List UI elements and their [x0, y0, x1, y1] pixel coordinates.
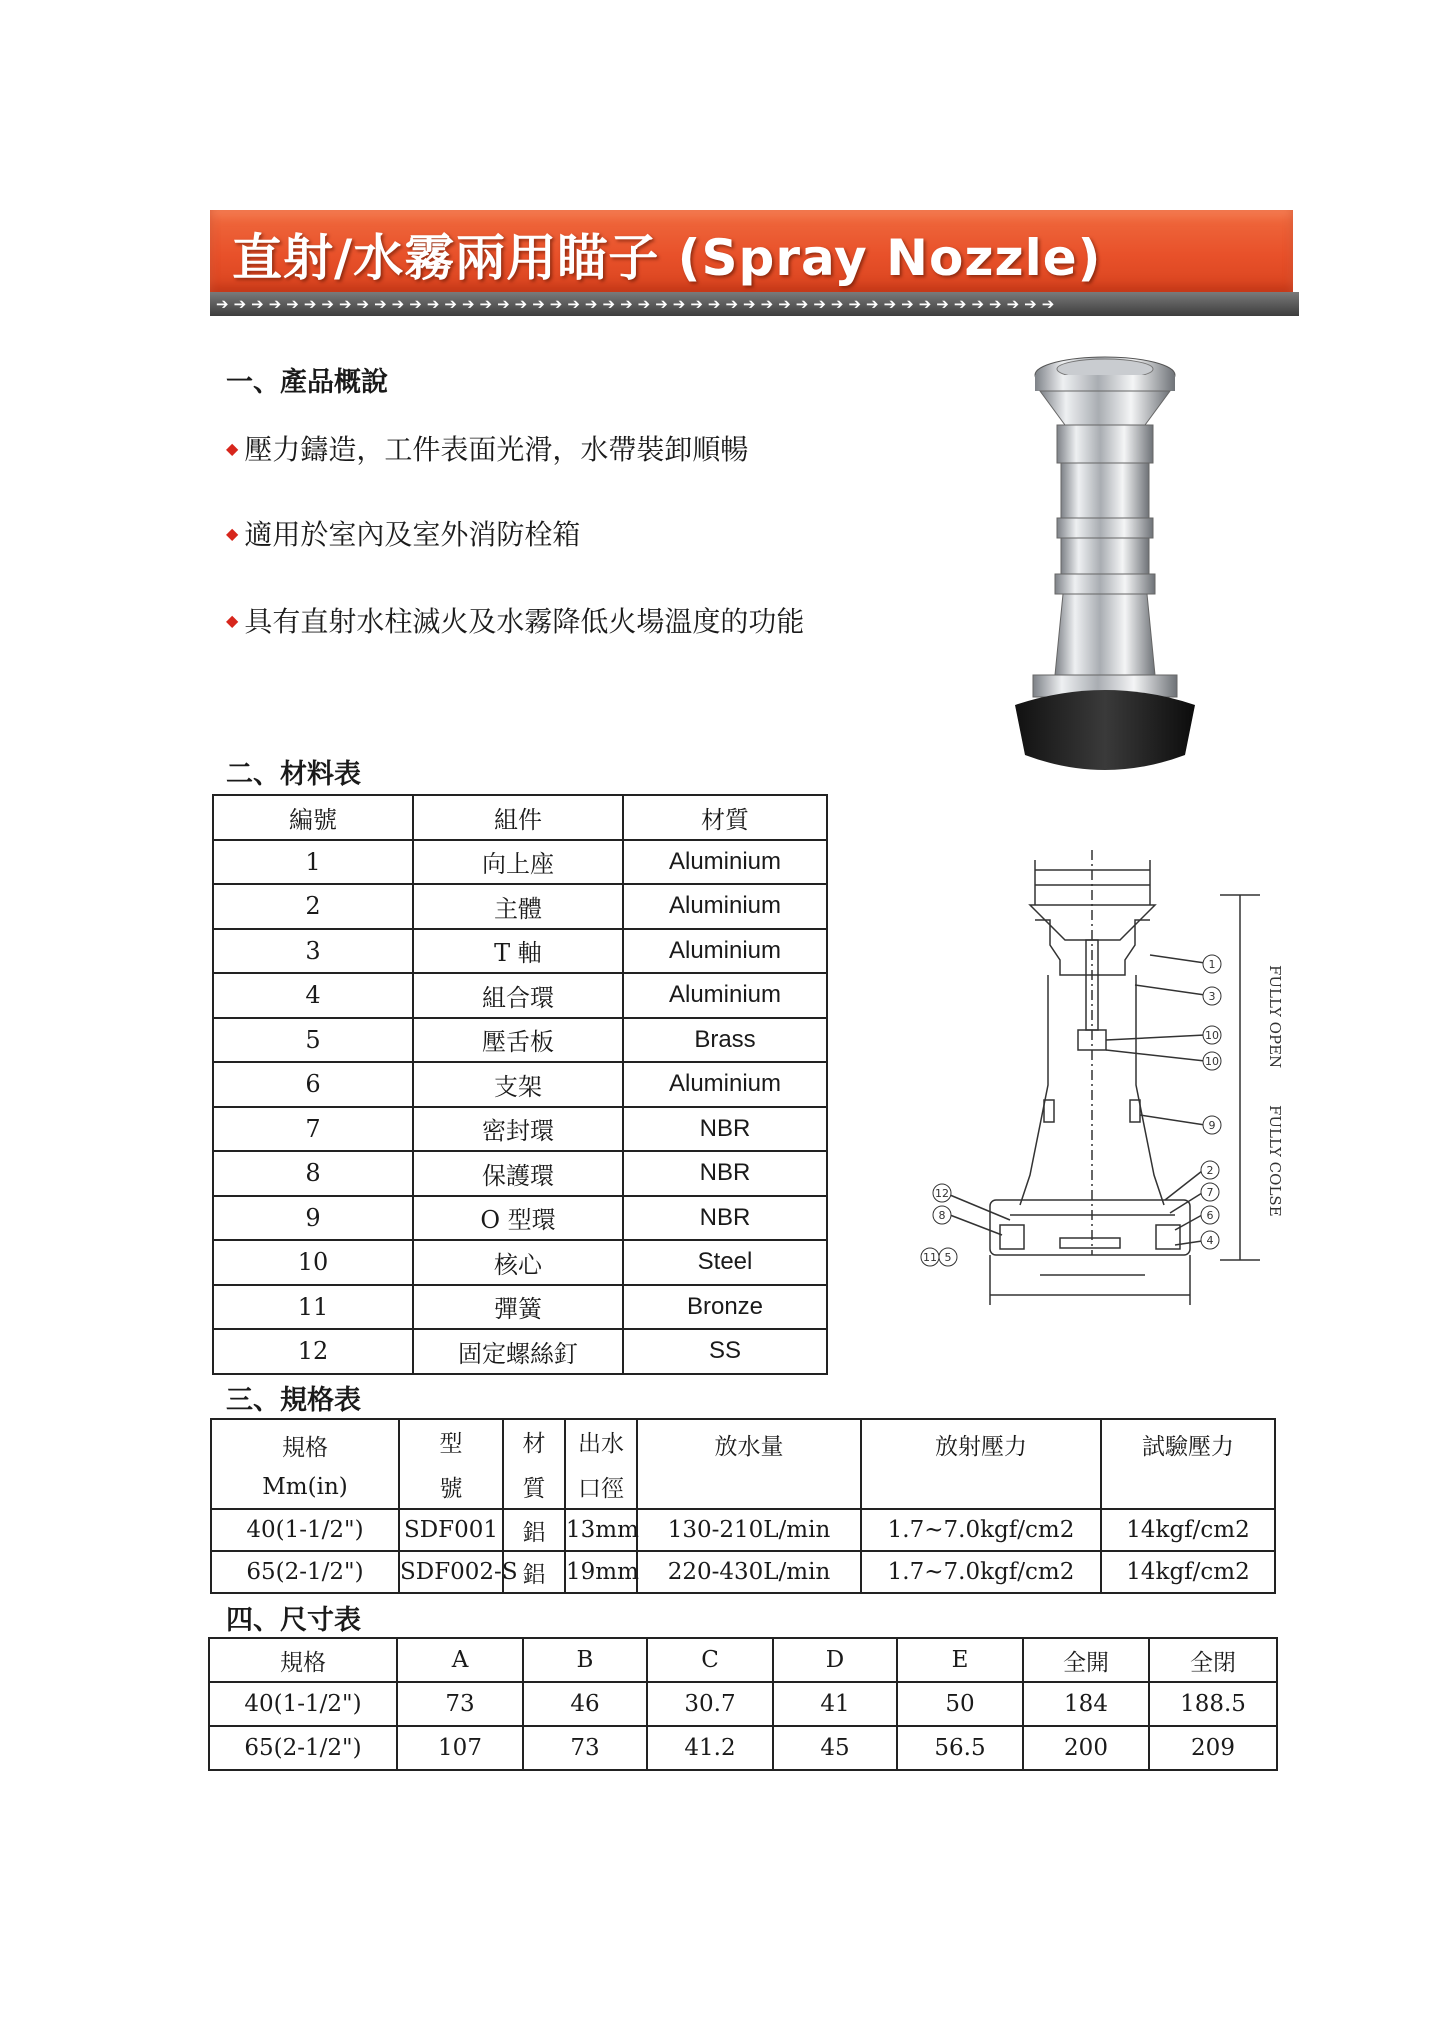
table-row [209, 1682, 1277, 1726]
table-cell: 40(1-1/2") [209, 1682, 397, 1726]
svg-text:12: 12 [935, 1187, 949, 1200]
table-row [211, 1509, 1275, 1551]
overview-heading: 一、產品概說 [226, 367, 388, 398]
specs-header-outlet: 出水 口徑 [565, 1419, 637, 1509]
table-cell: 220-430L/min [637, 1551, 861, 1593]
table-row [213, 1329, 827, 1374]
dimensions-header-cell: A [397, 1638, 523, 1682]
table-cell: 14kgf/cm2 [1101, 1509, 1275, 1551]
table-cell: 209 [1149, 1726, 1277, 1770]
table-cell: 核心 [413, 1240, 623, 1285]
table-cell: 46 [523, 1682, 647, 1726]
svg-text:8: 8 [938, 1209, 946, 1222]
svg-text:11: 11 [923, 1251, 937, 1264]
table-cell: 2 [213, 884, 413, 929]
table-cell: 主體 [413, 884, 623, 929]
table-cell: 11 [213, 1285, 413, 1330]
svg-text:1: 1 [1208, 958, 1216, 971]
table-row [213, 1196, 827, 1241]
dimensions-header-cell: E [897, 1638, 1023, 1682]
table-cell: 9 [213, 1196, 413, 1241]
table-cell: 130-210L/min [637, 1509, 861, 1551]
table-cell: 3 [213, 929, 413, 974]
dimensions-header-cell: 規格 [209, 1638, 397, 1682]
overview-bullet-2: ◆ 適用於室內及室外消防栓箱 [226, 518, 581, 551]
arrow-strip: ➔➔➔➔➔➔➔➔➔➔➔➔➔➔➔➔➔➔➔➔➔➔➔➔➔➔➔➔➔➔➔➔➔➔➔➔➔➔➔➔➔➔➔➔➔➔➔➔ [210, 292, 1299, 316]
table-cell: Aluminium [623, 973, 827, 1018]
table-cell: 6 [213, 1062, 413, 1107]
table-cell: 向上座 [413, 840, 623, 885]
table-row [211, 1551, 1275, 1593]
svg-text:9: 9 [1208, 1119, 1216, 1132]
diamond-icon: ◆ [226, 611, 239, 630]
table-cell: 1.7~7.0kgf/cm2 [861, 1551, 1101, 1593]
table-row [213, 1151, 827, 1196]
dimensions-header-cell: C [647, 1638, 773, 1682]
table-cell: 19mm [565, 1551, 637, 1593]
specs-header-test: 試驗壓力 [1101, 1419, 1275, 1509]
table-cell: 組合環 [413, 973, 623, 1018]
table-cell: 107 [397, 1726, 523, 1770]
specs-header-spec: 規格 Mm(in) [211, 1419, 399, 1509]
materials-table [212, 794, 828, 1375]
dimensions-header-cell: 全開 [1023, 1638, 1149, 1682]
table-cell: 4 [213, 973, 413, 1018]
table-cell: 65(2-1/2") [209, 1726, 397, 1770]
table-cell: 56.5 [897, 1726, 1023, 1770]
table-cell: Bronze [623, 1285, 827, 1330]
table-cell: O 型環 [413, 1196, 623, 1241]
table-cell: NBR [623, 1196, 827, 1241]
svg-text:4: 4 [1206, 1234, 1214, 1247]
dimensions-header-cell: B [523, 1638, 647, 1682]
table-cell: 鋁 [503, 1551, 565, 1593]
materials-header-cell: 編號 [213, 795, 413, 840]
table-cell: Aluminium [623, 1062, 827, 1107]
table-row [213, 929, 827, 974]
specs-header-flow: 放水量 [637, 1419, 861, 1509]
dimensions-tbody [209, 1638, 1277, 1770]
table-cell: 184 [1023, 1682, 1149, 1726]
table-cell: 13mm [565, 1509, 637, 1551]
page-title: 直射/水霧兩用瞄子 (Spray Nozzle) [232, 229, 1102, 287]
table-cell: 鋁 [503, 1509, 565, 1551]
table-row [213, 1285, 827, 1330]
table-cell: Aluminium [623, 884, 827, 929]
table-cell: 密封環 [413, 1107, 623, 1152]
table-cell: 50 [897, 1682, 1023, 1726]
table-cell: 41 [773, 1682, 897, 1726]
svg-text:10: 10 [1205, 1029, 1219, 1042]
table-cell: 41.2 [647, 1726, 773, 1770]
table-cell: Brass [623, 1018, 827, 1063]
table-cell: 40(1-1/2") [211, 1509, 399, 1551]
table-cell: 30.7 [647, 1682, 773, 1726]
table-cell: 彈簧 [413, 1285, 623, 1330]
svg-text:5: 5 [944, 1251, 952, 1264]
table-cell: 45 [773, 1726, 897, 1770]
svg-text:3: 3 [1208, 990, 1216, 1003]
table-cell: 10 [213, 1240, 413, 1285]
specs-table [210, 1418, 1276, 1594]
table-row [213, 973, 827, 1018]
specs-tbody [211, 1509, 1275, 1593]
materials-header-row [213, 795, 827, 840]
table-cell: SS [623, 1329, 827, 1374]
nozzle-cross-section-drawing [920, 845, 1300, 1315]
table-cell: NBR [623, 1107, 827, 1152]
table-cell: 1.7~7.0kgf/cm2 [861, 1509, 1101, 1551]
dimensions-heading: 四、尺寸表 [226, 1605, 361, 1636]
svg-text:10: 10 [1205, 1055, 1219, 1068]
table-cell: 65(2-1/2") [211, 1551, 399, 1593]
table-row [213, 840, 827, 885]
table-row [213, 1240, 827, 1285]
table-cell: 保護環 [413, 1151, 623, 1196]
table-cell: SDF002-S [399, 1551, 503, 1593]
diamond-icon: ◆ [226, 524, 239, 543]
table-row [213, 1018, 827, 1063]
table-cell: 73 [523, 1726, 647, 1770]
specs-header-row [211, 1419, 1275, 1509]
table-row [213, 884, 827, 929]
table-cell: Steel [623, 1240, 827, 1285]
table-cell: Aluminium [623, 929, 827, 974]
specs-heading: 三、規格表 [226, 1385, 361, 1416]
table-cell: 5 [213, 1018, 413, 1063]
table-cell: 固定螺絲釘 [413, 1329, 623, 1374]
table-cell: 188.5 [1149, 1682, 1277, 1726]
table-cell: NBR [623, 1151, 827, 1196]
svg-text:2: 2 [1206, 1164, 1214, 1177]
materials-header-cell: 材質 [623, 795, 827, 840]
specs-header-pressure: 放射壓力 [861, 1419, 1101, 1509]
table-cell: 8 [213, 1151, 413, 1196]
table-cell: 14kgf/cm2 [1101, 1551, 1275, 1593]
table-cell: SDF001 [399, 1509, 503, 1551]
table-cell: Aluminium [623, 840, 827, 885]
table-cell: 壓舌板 [413, 1018, 623, 1063]
svg-text:6: 6 [1206, 1209, 1214, 1222]
table-cell: 12 [213, 1329, 413, 1374]
dimensions-header-cell: 全閉 [1149, 1638, 1277, 1682]
dimensions-header-cell: D [773, 1638, 897, 1682]
diamond-icon: ◆ [226, 439, 239, 458]
materials-heading: 二、材料表 [226, 759, 361, 790]
fully-close-label: FULLY COLSE [1266, 1105, 1284, 1217]
table-cell: 支架 [413, 1062, 623, 1107]
overview-bullet-3: ◆ 具有直射水柱滅火及水霧降低火場溫度的功能 [226, 605, 805, 638]
nozzle-photo [985, 345, 1225, 785]
table-cell: T 軸 [413, 929, 623, 974]
table-cell: 7 [213, 1107, 413, 1152]
table-row [213, 1107, 827, 1152]
dimensions-table [208, 1637, 1278, 1771]
materials-header-cell: 組件 [413, 795, 623, 840]
table-row [213, 1062, 827, 1107]
materials-tbody [213, 795, 827, 1374]
fully-open-label: FULLY OPEN [1266, 965, 1284, 1069]
specs-header-material: 材 質 [503, 1419, 565, 1509]
table-cell: 73 [397, 1682, 523, 1726]
overview-bullet-1: ◆ 壓力鑄造，工件表面光滑，水帶裝卸順暢 [226, 433, 749, 466]
specs-header-model: 型 號 [399, 1419, 503, 1509]
table-row [209, 1726, 1277, 1770]
table-cell: 1 [213, 840, 413, 885]
dimensions-header-row [209, 1638, 1277, 1682]
svg-text:7: 7 [1206, 1186, 1214, 1199]
title-banner [210, 210, 1293, 292]
table-cell: 200 [1023, 1726, 1149, 1770]
